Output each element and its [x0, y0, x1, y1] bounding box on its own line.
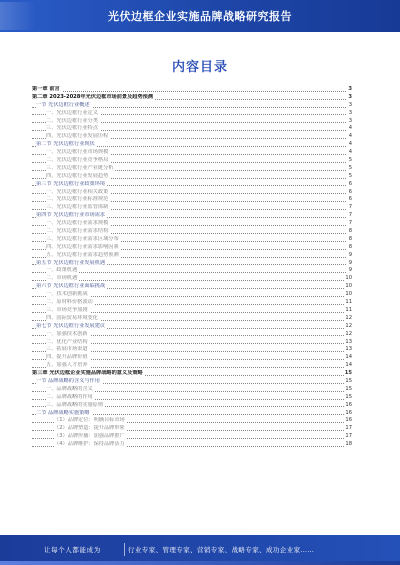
toc-entry[interactable]	[32, 299, 352, 307]
toc-page-number: 4	[348, 149, 352, 156]
toc-entry[interactable]	[32, 118, 352, 126]
toc-entry-label: 第五节 光伏边框行业发展机遇	[36, 259, 106, 266]
toc-page-number: 16	[345, 417, 352, 424]
toc-entry-label: 五、光伏边框行业需求趋势预测	[46, 251, 119, 258]
toc-page-number: 8	[348, 243, 352, 250]
toc-page-number: 4	[348, 141, 352, 148]
toc-page-number: 3	[348, 101, 352, 108]
toc-entry[interactable]	[32, 275, 352, 283]
toc-page-number: 16	[345, 409, 352, 416]
toc-entry[interactable]	[32, 267, 352, 275]
toc-entry-label: 第六节 光伏边框行业面临挑战	[36, 283, 106, 290]
document-title: 光伏边框企业实施品牌战略研究报告	[108, 10, 292, 23]
toc-entry[interactable]	[32, 86, 352, 94]
toc-page-number: 15	[345, 393, 352, 400]
toc-entry[interactable]	[32, 402, 352, 410]
toc-page-number: 15	[344, 370, 352, 377]
toc-entry-label: （2）品牌塑造：提升品牌形象	[54, 425, 125, 432]
toc-entry-label: 一、光伏边框行业定义	[46, 109, 98, 116]
toc-page-number: 6	[348, 188, 352, 195]
toc-page-number: 13	[345, 338, 352, 345]
toc-entry-label: 二节 品牌战略实施策略	[36, 409, 90, 416]
toc-entry[interactable]	[32, 173, 352, 181]
toc-entry-label: 四、光伏边框行业需求影响因素	[46, 243, 119, 250]
toc-entry-label: 一、光伏边框行业相关政策	[46, 188, 109, 195]
toc-entry[interactable]	[32, 125, 352, 133]
toc-page-number: 13	[345, 346, 352, 353]
toc-page-number: 12	[345, 322, 352, 329]
toc-entry-label: 一、品牌战略的含义	[46, 385, 93, 392]
toc-leader-dots	[32, 272, 346, 273]
toc-entry-label: 二、光伏边框行业分类	[46, 117, 98, 124]
toc-page-number: 11	[345, 299, 352, 306]
toc-entry-label: 一、光伏边框行业市场规模	[46, 149, 109, 156]
toc-entry-label: 三、光伏边框行业监管体制	[46, 204, 109, 211]
toc-page-number: 16	[345, 401, 352, 408]
toc-page-number: 15	[345, 385, 352, 392]
toc-entry-label: 第二章 2023-2028年光伏边框市场前景及趋势预测	[32, 93, 154, 100]
header-banner	[0, 0, 400, 32]
toc-entry[interactable]	[32, 441, 352, 449]
toc-entry[interactable]	[32, 433, 352, 441]
toc-page-number: 9	[348, 259, 352, 266]
toc-entry-label: 二、光伏边框行业标准规范	[46, 196, 109, 203]
toc-entry-label: 第一章 前言	[32, 86, 60, 92]
toc-page-number: 17	[345, 433, 352, 440]
toc-entry[interactable]	[32, 252, 352, 260]
toc-entry[interactable]	[32, 425, 352, 433]
toc-page-number: 6	[348, 196, 352, 203]
toc-entry[interactable]	[32, 165, 352, 173]
toc-page-number: 10	[345, 275, 352, 282]
toc-entry[interactable]	[32, 189, 352, 197]
toc-page-number: 3	[348, 93, 352, 100]
toc-page-number: 9	[348, 251, 352, 258]
toc-page-number: 7	[348, 220, 352, 227]
toc-entry[interactable]	[32, 236, 352, 244]
toc-entry[interactable]	[32, 394, 352, 402]
toc-page-number: 18	[345, 441, 352, 448]
toc-entry-label: 三、光伏边框行业产业链分析	[46, 164, 114, 171]
toc-page-number: 9	[348, 267, 352, 274]
footer-slogan-right: 行业专家、管理专家、营销专家、战略专家、成功企业家……	[128, 546, 315, 554]
toc-page-number: 14	[345, 362, 352, 369]
toc-page-number: 3	[348, 117, 352, 124]
toc-entry-label: 四、光伏边框行业发展趋势	[46, 172, 109, 179]
toc-entry-label: 第三章 光伏边框企业实施品牌战略的意义及策略	[32, 370, 143, 377]
toc-entry-label: 四、光伏边框行业发展历程	[46, 133, 109, 140]
toc-page-number: 12	[345, 330, 352, 337]
toc-entry[interactable]	[32, 181, 352, 189]
toc-entry-label: 一节 光伏边框行业概述	[36, 101, 90, 108]
toc-entry[interactable]	[32, 386, 352, 394]
toc-entry-label: 三、光伏边框行业特点	[46, 125, 98, 132]
toc-page-number: 4	[348, 133, 352, 140]
toc-entry-label: 五、加强人才培养	[46, 362, 88, 369]
footer-slogan-left: 让每个人都能成为	[44, 546, 101, 554]
toc-entry[interactable]	[32, 149, 352, 157]
toc-leader-dots	[32, 91, 346, 92]
toc-entry-label: 一、政策机遇	[46, 267, 78, 274]
footer-divider	[124, 543, 125, 556]
footer-banner	[0, 535, 400, 565]
toc-page-number: 6	[348, 180, 352, 187]
toc-entry-label: （3）品牌传播：加强品牌推广	[54, 433, 125, 440]
toc-entry[interactable]	[32, 283, 352, 291]
toc-page-number: 5	[348, 172, 352, 179]
toc-entry[interactable]	[32, 331, 352, 339]
toc-entry[interactable]	[32, 362, 352, 370]
toc-entry[interactable]	[32, 110, 352, 118]
toc-entry-label: （1）品牌定位：明确目标市场	[54, 417, 125, 424]
toc-page-number: 8	[348, 235, 352, 242]
toc-entry-label: 二、优化产业结构	[46, 338, 88, 345]
toc-entry-label: 第三节 光伏边框行业政策环境	[36, 180, 106, 187]
toc-entry-label: 二、光伏边框行业需求结构	[46, 228, 109, 235]
toc-entry[interactable]	[32, 212, 352, 220]
toc-entry[interactable]	[32, 323, 352, 331]
toc-entry-label: 第七节 光伏边框行业发展建议	[36, 322, 106, 329]
toc-page-number: 14	[345, 354, 352, 361]
toc-page-number: 12	[345, 314, 352, 321]
toc-entry[interactable]	[32, 370, 352, 378]
toc-entry[interactable]	[32, 346, 352, 354]
toc-entry-label: 第二节 光伏边框行业现状	[36, 141, 95, 148]
toc-page-number: 10	[345, 291, 352, 298]
toc-entry[interactable]	[32, 141, 352, 149]
footer-accent-bar	[0, 561, 400, 565]
toc-entry-label: 三、光伏边框行业需求区域分布	[46, 235, 119, 242]
toc-page-number: 7	[348, 204, 352, 211]
toc-entry-label: 三、拓展市场渠道	[46, 346, 88, 353]
toc-page-number: 5	[348, 164, 352, 171]
toc-entry-label: 一、技术创新挑战	[46, 291, 88, 298]
toc-entry[interactable]	[32, 204, 352, 212]
toc-page-number: 11	[345, 306, 352, 313]
toc-entry[interactable]	[32, 410, 352, 418]
toc-entry[interactable]	[32, 196, 352, 204]
toc-entry-label: 二、原材料价格波动	[46, 299, 93, 306]
toc-entry[interactable]	[32, 339, 352, 347]
toc-entry[interactable]	[32, 378, 352, 386]
toc-page-number: 8	[348, 228, 352, 235]
toc-entry-label: 四、提升品牌价值	[46, 354, 88, 361]
toc-entry-label: 一、加强技术创新	[46, 330, 88, 337]
toc-entry[interactable]	[32, 291, 352, 299]
toc-entry[interactable]	[32, 354, 352, 362]
toc-entry-label: 一、光伏边框行业需求规模	[46, 220, 109, 227]
toc-entry-label: 一节 品牌战略的含义与作用	[36, 377, 100, 384]
toc-page-number: 7	[348, 212, 352, 219]
toc-entry[interactable]	[32, 133, 352, 141]
toc-entry-label: 四、国际贸易环境变化	[46, 314, 98, 321]
toc-entry-label: （4）品牌维护：保持品牌活力	[54, 441, 125, 448]
toc-page-number: 17	[345, 425, 352, 432]
toc-entry[interactable]	[32, 260, 352, 268]
table-of-contents	[32, 86, 352, 449]
toc-leader-dots	[32, 280, 346, 281]
toc-entry[interactable]	[32, 307, 352, 315]
toc-entry[interactable]	[32, 102, 352, 110]
toc-entry-label: 三、市场竞争加剧	[46, 306, 88, 313]
toc-entry-label: 二、光伏边框行业竞争格局	[46, 157, 109, 164]
toc-page-number: 4	[348, 125, 352, 132]
toc-entry[interactable]	[32, 417, 352, 425]
toc-entry[interactable]	[32, 94, 352, 102]
toc-entry[interactable]	[32, 157, 352, 165]
toc-page-number: 10	[345, 283, 352, 290]
toc-entry-label: 三、品牌战略的实施原则	[46, 401, 104, 408]
toc-entry[interactable]	[32, 244, 352, 252]
toc-entry[interactable]	[32, 228, 352, 236]
toc-page-number: 15	[345, 377, 352, 384]
toc-page-number: 3	[348, 86, 352, 92]
toc-page-number: 3	[348, 109, 352, 116]
toc-entry-label: 第四节 光伏边框行业市场需求	[36, 212, 106, 219]
toc-heading: 内容目录	[171, 60, 228, 75]
toc-entry-label: 二、品牌战略的作用	[46, 393, 93, 400]
toc-entry[interactable]	[32, 220, 352, 228]
toc-page-number: 5	[348, 157, 352, 164]
toc-entry[interactable]	[32, 315, 352, 323]
toc-entry-label: 二、市场机遇	[46, 275, 78, 282]
